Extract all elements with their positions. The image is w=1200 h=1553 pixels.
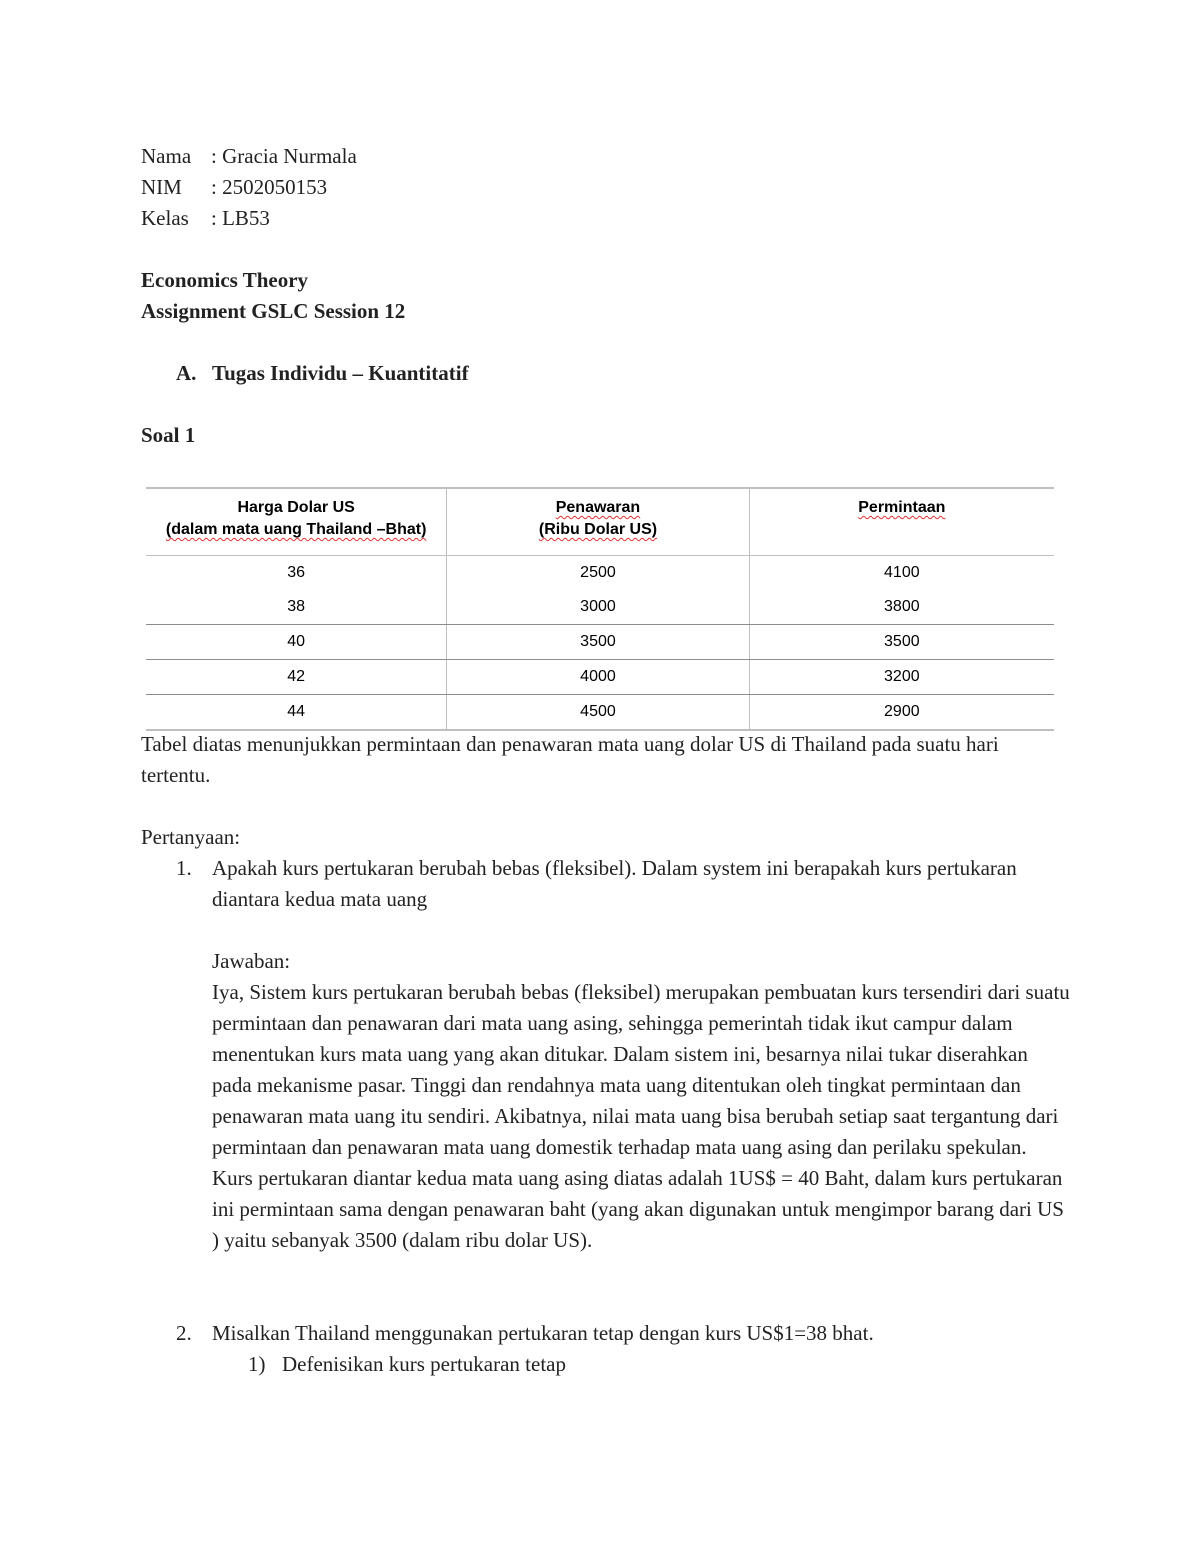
- table-cell: 2900: [749, 695, 1054, 731]
- table-cell: 2500: [447, 556, 749, 591]
- table-cell: 3500: [447, 625, 749, 660]
- student-info: [141, 141, 357, 234]
- kelas-label: Kelas: [141, 206, 189, 230]
- section-title: Tugas Individu – Kuantitatif: [212, 361, 469, 385]
- header-penawaran-line2: (Ribu Dolar US): [538, 521, 658, 538]
- nim-label: NIM: [141, 175, 182, 199]
- name-row: [141, 141, 357, 172]
- header-harga: [146, 488, 447, 556]
- question-1: [176, 853, 1072, 915]
- table-cell: 4500: [447, 695, 749, 731]
- table-cell: 42: [146, 660, 447, 695]
- answer-1-text: Iya, Sistem kurs pertukaran berubah bebas (fleksibel) merupakan pembuatan kurs tersendiri dari suatu permintaan dan penawaran dari mata uang asing, sehingga pemerintah tidak ikut campur dalam menentukan kurs mata uang yang akan ditukar. Dalam sistem ini, besarnya nilai tukar diserahkan pada mekanisme pasar. Tinggi dan rendahnya mata uang ditentukan oleh tingkat permintaan dan penawaran mata uang itu sendiri. Akibatnya, nilai mata uang bisa berubah setiap saat tergantung dari permintaan dan penawaran mata uang domestik terhadap mata uang asing dan perilaku spekulan. Kurs pertukaran diantar kedua mata uang asing diatas adalah 1US$ = 40 Baht, dalam kurs pertukaran ini permintaan sama dengan penawaran baht (yang akan digunakan untuk mengimpor barang dari US ) yaitu sebanyak 3500 (dalam ribu dolar US).: [212, 980, 1070, 1252]
- name-value: : Gracia Nurmala: [211, 144, 357, 168]
- table-cell: 3500: [749, 625, 1054, 660]
- kelas-value: : LB53: [211, 206, 270, 230]
- name-label: Nama: [141, 144, 192, 168]
- table-cell: 36: [287, 564, 306, 581]
- question-1-text: Apakah kurs pertukaran berubah bebas (fleksibel). Dalam system ini berapakah kurs pertukaran diantara kedua mata uang: [212, 856, 1017, 911]
- question-2-number: 2.: [176, 1321, 192, 1345]
- table-cell: 4000: [447, 660, 749, 695]
- answer-label: Jawaban:: [212, 949, 291, 973]
- table-cell: 3800: [749, 590, 1054, 625]
- table-cell: 3000: [447, 590, 749, 625]
- soal-label: Soal 1: [141, 423, 196, 447]
- sub-question-text: Defenisikan kurs pertukaran tetap: [282, 1352, 566, 1376]
- header-penawaran: [447, 488, 749, 556]
- header-permintaan-line1: Permintaan: [858, 499, 946, 516]
- title-block: [141, 265, 405, 327]
- table-cell: 4100: [749, 556, 1054, 591]
- course-title: Economics Theory: [141, 268, 309, 292]
- table-description: Tabel diatas menunjukkan permintaan dan penawaran mata uang dolar US di Thailand pada suatu hari tertentu.: [141, 732, 999, 787]
- questions-label: Pertanyaan:: [141, 825, 241, 849]
- table-row: [146, 695, 1054, 731]
- question-2-sub-1: [248, 1349, 566, 1380]
- table-cell: 3200: [749, 660, 1054, 695]
- table-cell: 44: [146, 695, 447, 731]
- question-1-number: 1.: [176, 856, 192, 880]
- exchange-table: [146, 487, 1054, 731]
- kelas-row: [141, 203, 357, 234]
- table-row: [146, 590, 1054, 625]
- table-row: [146, 660, 1054, 695]
- header-harga-line2: (dalam mata uang Thailand –Bhat): [165, 521, 427, 538]
- table-cell: 40: [146, 625, 447, 660]
- section-heading: [176, 358, 469, 389]
- nim-value: : 2502050153: [211, 175, 328, 199]
- question-2-text: Misalkan Thailand menggunakan pertukaran tetap dengan kurs US$1=38 bhat.: [212, 1321, 874, 1345]
- question-2: [176, 1318, 1072, 1349]
- table-row: [146, 625, 1054, 660]
- header-harga-line1: Harga Dolar US: [237, 499, 355, 516]
- table-cell: 38: [146, 590, 447, 625]
- table-header-row: [146, 488, 1054, 556]
- nim-row: [141, 172, 357, 203]
- header-permintaan: [749, 488, 1054, 556]
- sub-question-number: 1): [248, 1352, 266, 1376]
- header-penawaran-line1: Penawaran: [555, 499, 641, 516]
- assignment-title: Assignment GSLC Session 12: [141, 299, 406, 323]
- answer-1-block: [212, 946, 1072, 1256]
- section-marker: A.: [176, 361, 197, 385]
- table-row: [146, 556, 1054, 591]
